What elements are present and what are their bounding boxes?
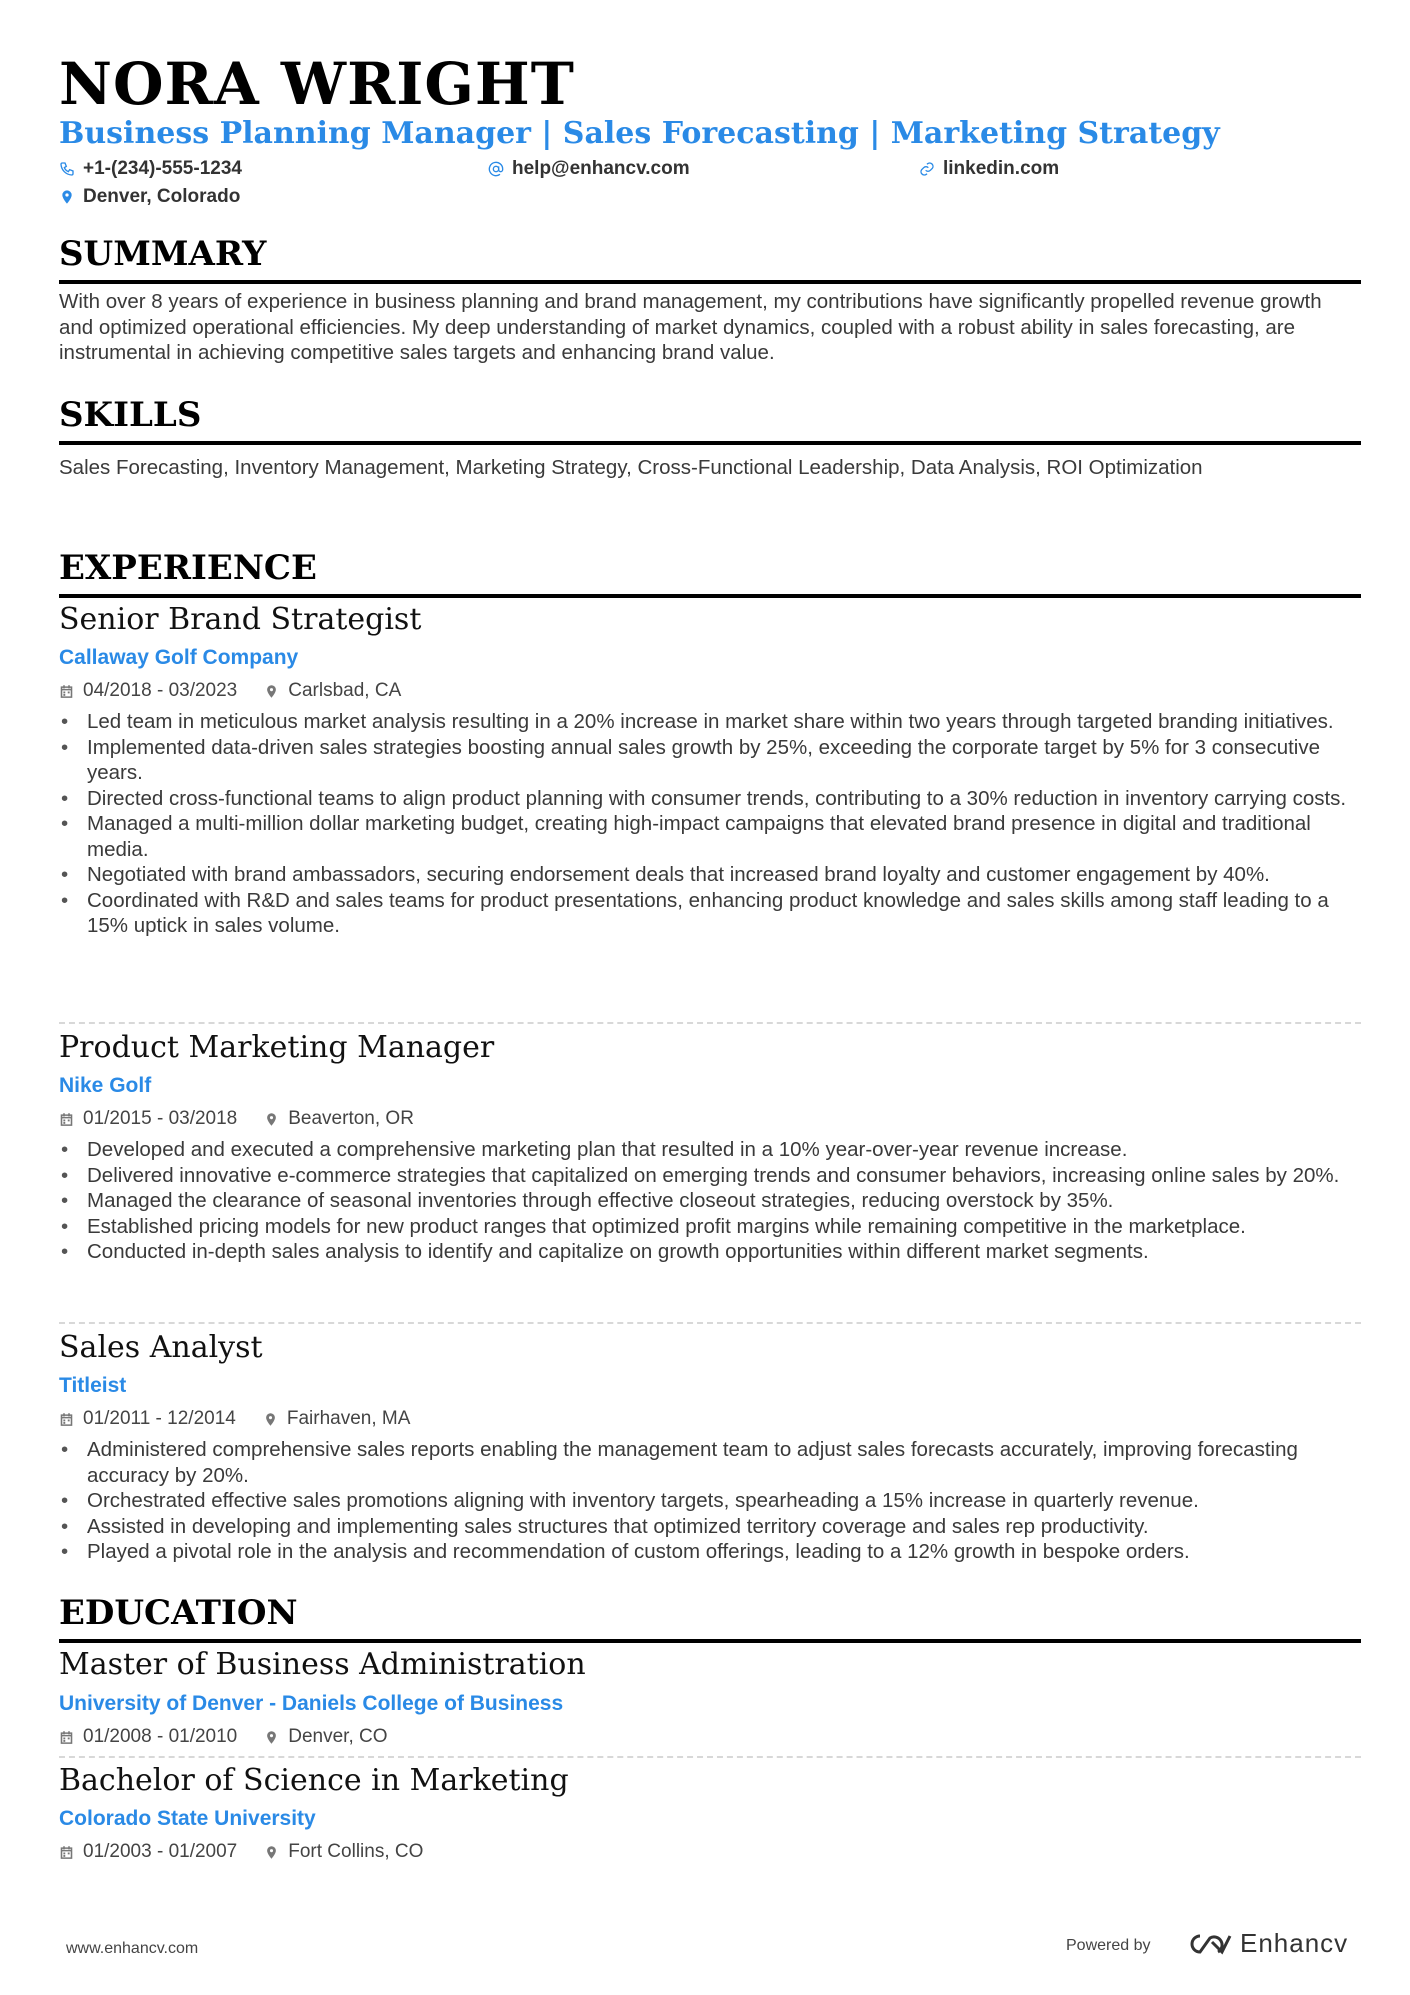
at-icon [488,161,504,177]
job-dates: 04/2018 - 03/2023 [83,680,238,701]
job-bullets [59,1437,1361,1565]
footer-powered-by: Powered by [1066,1937,1151,1954]
contact-location [59,185,240,209]
divider [59,1022,1361,1024]
phone-text: +1-(234)-555-1234 [83,158,242,179]
degree-title: Bachelor of Science in Marketing [59,1763,569,1798]
location-pin-icon [263,1412,278,1427]
list-item: • Led team in meticulous market analysis resulting in a 20% increase in market share within two years through targeted branding initiatives. [59,709,1361,735]
list-item: • Implemented data-driven sales strategies boosting annual sales growth by 25%, exceeding the corporate target by 5% for 3 consecutive years. [59,735,1361,786]
skills-text: Sales Forecasting, Inventory Management, Marketing Strategy, Cross-Functional Leadership, Data Analysis, ROI Optimization [59,456,1203,479]
enhancv-logo-icon [1186,1930,1232,1958]
email-text: help@enhancv.com [512,158,690,179]
phone-icon [59,161,75,177]
list-item: • Coordinated with R&D and sales teams for product presentations, enhancing product knowledge and sales skills among staff leading to a 15% uptick in sales volume. [59,888,1361,939]
headline-title: Business Planning Manager | Sales Forecasting | Marketing Strategy [59,116,1220,151]
education-location: Denver, CO [288,1726,388,1747]
job-company[interactable]: Titleist [59,1374,127,1397]
job-location: Carlsbad, CA [288,680,402,701]
location-pin-icon [59,189,75,205]
linkedin-text: linkedin.com [943,158,1060,179]
enhancv-brand-text: Enhancv [1240,1928,1349,1958]
calendar-icon [59,684,74,699]
location-pin-icon [264,1845,279,1860]
calendar-icon [59,1412,74,1427]
location-pin-icon [264,1730,279,1745]
list-item: • Played a pivotal role in the analysis and recommendation of custom offerings, leading to a 12% growth in bespoke orders. [59,1539,1361,1565]
education-meta [59,1725,388,1749]
job-meta [59,679,401,703]
divider [59,1322,1361,1324]
footer-website-link[interactable]: www.enhancv.com [66,1940,199,1957]
job-role: Sales Analyst [59,1330,263,1365]
list-item: • Established pricing models for new product ranges that optimized profit margins while remaining competitive in the marketplace. [59,1214,1361,1240]
degree-title: Master of Business Administration [59,1647,586,1682]
divider [59,1756,1361,1758]
location-pin-icon [264,684,279,699]
job-meta [59,1107,414,1131]
job-location: Fairhaven, MA [286,1408,411,1429]
job-bullets [59,1137,1361,1265]
list-item: • Delivered innovative e-commerce strategies that capitalized on emerging trends and consumer behaviors, increasing online sales by 20%. [59,1163,1361,1189]
calendar-icon [59,1112,74,1127]
education-dates: 01/2008 - 01/2010 [83,1726,238,1747]
calendar-icon [59,1730,74,1745]
summary-text: With over 8 years of experience in business planning and brand management, my contributions have significantly propelled revenue growth and optimized operational efficiencies. My deep understanding of market dynamics, coupled with a robust ability in sales forecasting, are instrumental in achieving competitive sales targets and enhancing brand value. [59,290,1322,364]
job-company[interactable]: Nike Golf [59,1074,152,1097]
education-location: Fort Collins, CO [288,1841,424,1862]
contact-email[interactable] [488,157,690,181]
contact-linkedin[interactable] [919,157,1059,181]
education-dates: 01/2003 - 01/2007 [83,1841,238,1862]
summary-heading: SUMMARY [59,232,1361,284]
job-dates: 01/2011 - 12/2014 [83,1408,236,1429]
list-item: • Administered comprehensive sales reports enabling the management team to adjust sales forecasts accurately, improving forecasting accuracy by 20%. [59,1437,1361,1488]
job-dates: 01/2015 - 03/2018 [83,1108,238,1129]
enhancv-logo[interactable] [1186,1928,1348,1959]
experience-heading: EXPERIENCE [59,546,1361,598]
list-item: • Managed a multi-million dollar marketing budget, creating high-impact campaigns that elevated brand presence in digital and traditional media. [59,811,1361,862]
school-name[interactable]: University of Denver - Daniels College of Business [59,1692,564,1715]
candidate-name: NORA WRIGHT [59,50,575,118]
link-icon [919,161,935,177]
job-company[interactable]: Callaway Golf Company [59,646,299,669]
list-item: • Assisted in developing and implementing sales structures that optimized territory coverage and sales rep productivity. [59,1514,1361,1540]
list-item: • Conducted in-depth sales analysis to identify and capitalize on growth opportunities within different market segments. [59,1239,1361,1265]
job-role: Product Marketing Manager [59,1030,495,1065]
skills-heading: SKILLS [59,393,1361,445]
job-meta [59,1407,410,1431]
calendar-icon [59,1845,74,1860]
list-item: • Developed and executed a comprehensive marketing plan that resulted in a 10% year-over-year revenue increase. [59,1137,1361,1163]
education-meta [59,1840,423,1864]
job-bullets [59,709,1361,939]
list-item: • Orchestrated effective sales promotions aligning with inventory targets, spearheading a 15% increase in quarterly revenue. [59,1488,1361,1514]
education-heading: EDUCATION [59,1591,1361,1643]
list-item: • Negotiated with brand ambassadors, securing endorsement deals that increased brand loyalty and customer engagement by 40%. [59,862,1361,888]
location-text: Denver, Colorado [83,186,241,207]
list-item: • Managed the clearance of seasonal inventories through effective closeout strategies, reducing overstock by 35%. [59,1188,1361,1214]
job-location: Beaverton, OR [288,1108,414,1129]
school-name[interactable]: Colorado State University [59,1807,316,1830]
job-role: Senior Brand Strategist [59,602,422,637]
list-item: • Directed cross-functional teams to align product planning with consumer trends, contributing to a 30% reduction in inventory carrying costs. [59,786,1361,812]
location-pin-icon [264,1112,279,1127]
contact-phone[interactable] [59,157,242,181]
